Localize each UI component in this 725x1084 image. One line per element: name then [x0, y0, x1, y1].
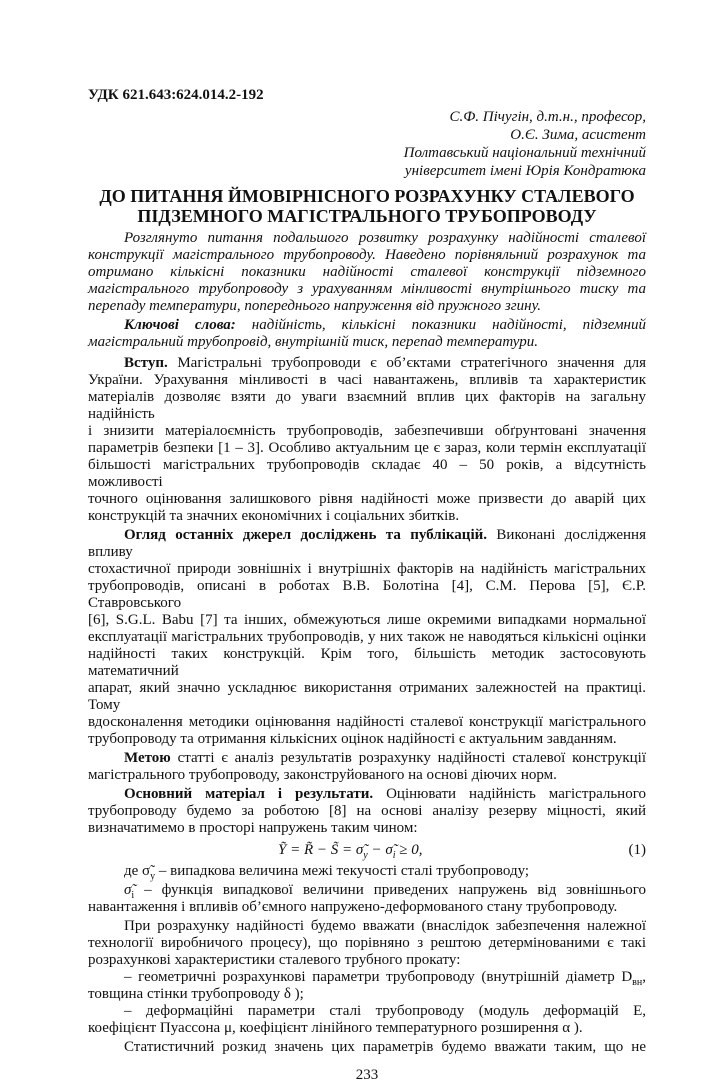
text-line [88, 578, 646, 612]
text-line [88, 731, 646, 748]
line-text: експлуатації магістральних трубопроводів, у них також не наводяться кількісні оцінки [88, 629, 646, 645]
equation-number: (1) [628, 842, 646, 858]
paragraph-lead: Ключові слова: [124, 317, 236, 333]
line-text: Магістральні трубопроводи є об’єктами стратегічного значення для [167, 355, 646, 371]
line-text: Виконані дослідження впливу [88, 527, 646, 560]
line-text: визначатимемо в просторі напружень таким чином: [88, 820, 418, 836]
line-text: апарат, який значно ускладнює використання отриманих залежностей на практиці. Тому [88, 680, 646, 713]
paragraph-lead: Метою [124, 750, 171, 766]
paragraph [88, 750, 646, 784]
list-item-deformation: – деформаційні параметри сталі трубопроводу (модуль деформацій E, коефіцієнт Пуассона μ, коефіцієнт лінійного температурного розширення α ). [88, 1003, 646, 1036]
text-line [88, 680, 646, 714]
text-line [88, 334, 646, 351]
text-line [88, 247, 646, 264]
text-line [88, 786, 646, 803]
text-line [88, 918, 646, 935]
paragraph [88, 786, 646, 837]
text-line [88, 629, 646, 646]
equation-expression: Ỹ = R̃ − S̃ = $\sigmã_y$ − $\sigmã_i \ge 0$, [278, 842, 423, 861]
line-text: вдосконалення методики оцінювання надійності сталевої конструкції магістрального [88, 714, 646, 730]
text-line [88, 952, 646, 969]
text-line [88, 935, 646, 952]
line-text: більшості магістральних трубопроводів складає 40 – 50 років, а відсутність можливості [88, 457, 646, 490]
text-line [88, 355, 646, 372]
text-line [88, 457, 646, 491]
line-text: надійність, кількісні показники надійності, підземний [235, 317, 646, 333]
text-line [88, 820, 646, 837]
abstract [88, 230, 646, 315]
line-text: [6], S.G.L. Babu [7] та інших, обмежуються лише окремими випадками нормальної [88, 612, 646, 628]
line-text: Розглянуто питання подальшого розвитку розрахунку надійності сталевої [124, 230, 646, 246]
line-text: отримано кількісні показники надійності сталевої конструкції підземного [88, 264, 646, 280]
paragraph [88, 355, 646, 525]
line-text: статті є аналіз результатів розрахунку надійності сталевої конструкції [170, 750, 646, 766]
title-line: ПІДЗЕМНОГО МАГІСТРАЛЬНОГО ТРУБОПРОВОДУ [137, 206, 597, 226]
paragraph [88, 918, 646, 969]
title-line: ДО ПИТАННЯ ЙМОВІРНІСНОГО РОЗРАХУНКУ СТАЛЕВОГО [99, 186, 635, 206]
line-text: конструкцій та значних економічних і соціальних збитків. [88, 508, 460, 524]
article-title [88, 186, 646, 226]
text-line [88, 423, 646, 440]
paragraph [88, 527, 646, 748]
line-text: матеріалів дозволяє взяти до уваги взаємний вплив цих факторів на загальну надійність [88, 389, 646, 422]
keywords [88, 317, 646, 351]
text-line [88, 372, 646, 389]
paragraph [88, 317, 646, 351]
text-line [88, 508, 646, 525]
line-text: Оцінювати надійність магістрального [373, 786, 646, 802]
line-text: магістрального трубопроводу, законструйованого на основі діючих норм. [88, 767, 557, 783]
text-line [88, 561, 646, 578]
page-number: 233 [355, 1067, 379, 1083]
text-line [88, 612, 646, 629]
body-paragraphs [88, 355, 646, 837]
udk-code: УДК 621.643:624.014.2-192 [88, 87, 264, 103]
line-text: магістрального трубопроводу з урахуванням мінливості внутрішнього тиску та [88, 281, 646, 297]
authors-block [88, 108, 646, 180]
text-line [88, 714, 646, 731]
line-text: магістральний трубопровід, внутрішній тиск, перепад температури. [88, 334, 539, 350]
text-line [88, 750, 646, 767]
text-line [88, 298, 646, 315]
line-text: трубопроводу будемо за роботою [8] на основі аналізу резерву міцності, який [88, 803, 646, 819]
paragraph-statistical: Статистичний розкид значень цих параметрів будемо вважати таким, що не [124, 1039, 646, 1055]
text-line [88, 317, 646, 334]
line-text: технології виробничого процесу), що порівняно з рештою детермінованими є такі [88, 935, 646, 951]
line-text: розрахункові характеристики сталевого трубного прокату: [88, 952, 461, 968]
definition-sigma-i: $\sigmã_i$ – функція випадкової величини приведених напружень від зовнішнього навантаження і впливів об’ємного напружено-деформованого стану трубопроводу. [88, 882, 646, 915]
line-text: конструкції магістрального трубопроводу. Наведено порівняльний розрахунок та [88, 247, 646, 263]
line-text: перепаду температури, попереднього напруження від пружного згину. [88, 298, 542, 314]
line-text: При розрахунку надійності будемо вважати (внаслідок забезпечення належної [124, 918, 646, 934]
line-text: точного оцінювання залишкового рівня надійності може призвести до аварій цих [88, 491, 646, 507]
paragraph [88, 230, 646, 315]
line-text: трубопроводу та отримання кількісних оцінок надійності є актуальним завданням. [88, 731, 617, 747]
text-line [88, 264, 646, 281]
line-text: трубопроводів, описані в роботах В.В. Болотіна [4], С.М. Перова [5], Є.Р. Ставровського [88, 578, 646, 611]
text-line [88, 389, 646, 423]
text-line [88, 281, 646, 298]
text-line [88, 440, 646, 457]
line-text: і знизити матеріалоємність трубопроводів, забезпечивши обґрунтовані значення [88, 423, 646, 439]
text-line [88, 527, 646, 561]
text-line [88, 646, 646, 680]
affiliation-1: Полтавський національний технічний [403, 145, 646, 161]
document-page [88, 0, 646, 1084]
paragraph-lead: Огляд останніх джерел досліджень та публікацій. [124, 527, 488, 543]
affiliation-2: університет імені Юрія Кондратюка [404, 163, 646, 179]
line-text: надійності таких конструкцій. Крім того, більшість методик застосовують математичний [88, 646, 646, 679]
paragraph-lead: Основний матеріал і результати. [124, 786, 374, 802]
author-2: О.Є. Зима, асистент [510, 127, 646, 143]
text-line [88, 767, 646, 784]
paragraph-lead: Вступ. [124, 355, 168, 371]
line-text: стохастичної природи зовнішніх і внутрішніх факторів на надійність магістральних [88, 561, 646, 577]
line-text: України. Урахування мінливості в часі навантажень, впливів та характеристик [88, 372, 646, 388]
equation-1 [88, 839, 646, 861]
text-line [88, 491, 646, 508]
text-line [88, 803, 646, 820]
author-1: С.Ф. Пічугін, д.т.н., професор, [449, 109, 646, 125]
text-line [88, 230, 646, 247]
list-item-geometry: – геометричні розрахункові параметри трубопроводу (внутрішній діаметр $D_{вн}$, товщина стінки трубопроводу δ ); [88, 969, 646, 1002]
paragraph-assumptions [88, 918, 646, 969]
line-text: параметрів безпеки [1 – 3]. Особливо актуальним це є зараз, коли термін експлуатації [88, 440, 646, 456]
definition-sigma-y: де $\sigmã_y$ – випадкова величина межі текучості сталі трубопроводу; [124, 863, 530, 882]
